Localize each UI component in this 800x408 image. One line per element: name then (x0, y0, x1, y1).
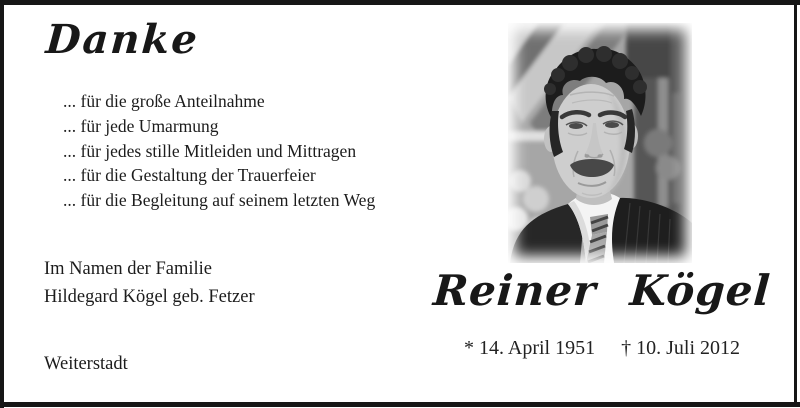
thanks-heading: Danke (44, 16, 201, 63)
frame-border-bottom (0, 402, 800, 407)
thanks-line: ... für jede Umarmung (63, 115, 219, 136)
thanks-line: ... für die Begleitung auf seinem letzten Weg (63, 190, 376, 211)
thanks-list (63, 89, 375, 213)
death-date: † 10. Juli 2012 (621, 337, 741, 359)
place-name: Weiterstadt (44, 354, 128, 374)
family-name: Hildegard Kögel geb. Fetzer (44, 287, 255, 307)
life-dates (420, 337, 784, 360)
thanks-line: ... für die Gestaltung der Trauerfeier (63, 165, 316, 186)
deceased-name: Reiner Kögel (431, 266, 773, 315)
frame-border-right (794, 0, 797, 404)
thanks-line: ... für jedes stille Mitleiden und Mittragen (63, 140, 357, 161)
portrait-photo-icon (508, 23, 692, 263)
frame-border-top (0, 0, 800, 5)
portrait-photo (508, 23, 692, 263)
birth-date: * 14. April 1951 (463, 337, 596, 359)
family-intro: Im Namen der Familie (44, 259, 212, 279)
frame-border-left (0, 0, 4, 408)
thanks-line: ... für die große Anteilnahme (63, 91, 265, 111)
